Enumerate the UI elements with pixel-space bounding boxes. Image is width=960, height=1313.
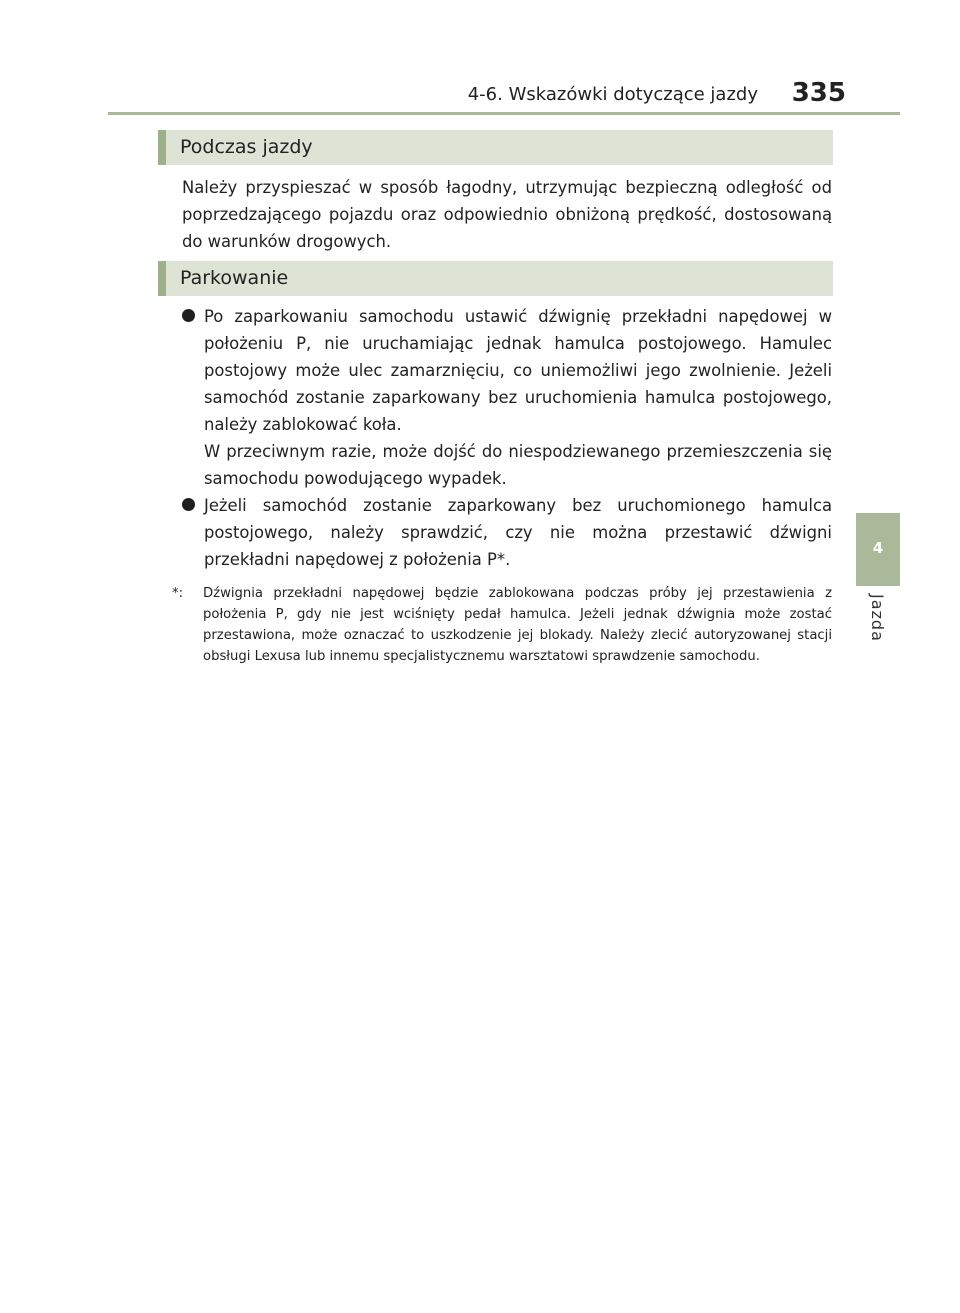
bullet-text: Jeżeli samochód zostanie zaparkowany bez uruchomionego hamulca postojowego, należy sprawdzić, czy nie można przestawić dźwigni przekładni napędowej z położenia P*.	[204, 496, 832, 569]
page-header	[108, 78, 900, 115]
section-heading-text: Podczas jazdy	[180, 136, 313, 158]
footnote	[172, 583, 832, 667]
parking-bullet-1-continuation: W przeciwnym razie, może dojść do niespodziewanego przemieszczenia się samochodu powodującego wypadek.	[204, 442, 832, 488]
bullet-icon	[182, 309, 195, 322]
chapter-tab-number: 4	[872, 539, 884, 557]
bullet-icon	[182, 498, 195, 511]
parking-bullet-2	[182, 492, 832, 573]
section-heading-text: Parkowanie	[180, 267, 289, 289]
section-heading-driving	[158, 130, 833, 165]
chapter-tab-label: Jazda	[868, 594, 887, 642]
chapter-section-title: 4-6. Wskazówki dotyczące jazdy	[467, 84, 758, 105]
chapter-tab	[856, 513, 900, 586]
footnote-text: Dźwignia przekładni napędowej będzie zablokowana podczas próby jej przestawienia z położenia P, gdy nie jest wciśnięty pedał hamulca. Jeżeli jednak dźwignia może zostać przestawiona, może oznaczać to uszkodzenie jej blokady. Należy zlecić autoryzowanej stacji obsługi Lexusa lub innemu specjalistycznemu warsztatowi sprawdzenie samochodu.	[203, 586, 832, 664]
parking-bullet-1	[182, 303, 832, 438]
driving-paragraph: Należy przyspieszać w sposób łagodny, utrzymując bezpieczną odległość od poprzedzającego pojazdu oraz odpowiednio obniżoną prędkość, dostosowaną do warunków drogowych.	[182, 178, 832, 251]
page-number: 335	[791, 78, 846, 108]
bullet-text: Po zaparkowaniu samochodu ustawić dźwignię przekładni napędowej w położeniu P, nie uruchamiając jednak hamulca postojowego. Hamulec postojowy może ulec zamarznięciu, co uniemożliwi jego zwolnienie. Jeżeli samochód zostanie zaparkowany bez uruchomienia hamulca postojowego, należy zablokować koła.	[204, 307, 832, 434]
footnote-mark: *:	[172, 586, 184, 601]
section-heading-parking	[158, 261, 833, 296]
